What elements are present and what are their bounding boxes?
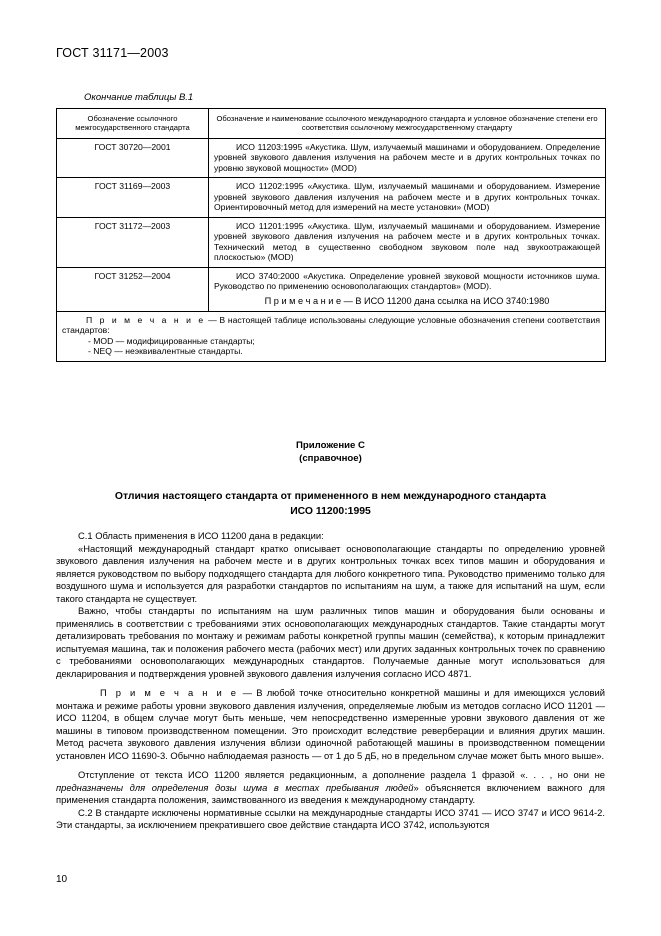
page-number: 10: [56, 874, 68, 885]
paragraph-c2: С.2 В стандарте исключены нормативные ссылки на международные стандарты ИСО 3741 — ИСО 3747 и ИСО 9614-2. Эти стандарты, за исключением прекратившего свое действие стандарта ИСО 3742, используются: [56, 806, 605, 830]
page-header: ГОСТ 31171—2003: [56, 46, 169, 60]
table-cell-standard: ГОСТ 31252—2004: [57, 267, 209, 311]
table-header-description: Обозначение и наименование ссылочного международного стандарта и условное обозначение степени его соответствия ссылочному межгосударственному стандарту: [209, 109, 606, 139]
deviation-part1: Отступление от текста ИСО 11200 является редакционным, а дополнение раздела 1 фразой «. . . , но они не: [78, 769, 605, 780]
deviation-italic: предназначены для определения дозы шума в местах пребывания людей: [56, 781, 414, 793]
table-cell-description: ИСО 3740:2000 «Акустика. Определение уровней звуковой мощности источников шума. Руководство по применению основополагающих стандартов» (MOD). П р и м е ч а н и е — В ИСО 11200 дана ссылка на ИСО 3740:1980: [209, 267, 606, 311]
deviation-part2: » объясняется включением важного для применения стандарта положения, заимствованного из введения к международному стандарту.: [56, 781, 605, 805]
appendix-label: Приложение С: [296, 440, 365, 451]
note-lead: П р и м е ч а н и е: [100, 687, 239, 698]
paragraph-c1: С.1 Область применения в ИСО 11200 дана в редакции:: [78, 530, 324, 541]
table-row: [57, 217, 606, 267]
table-cell-standard: ГОСТ 30720—2001: [57, 138, 209, 177]
paragraph-quote-intro: «Настоящий международный стандарт кратко описывает основополагающие стандарты по определению уровней звукового давления излучения на рабочем месте и в других контрольных точках всех типов машин и оборудования и является руководством по выбору подходящего стандарта для любого конкретного типа. Руководство применимо только для воздушного шума и используется для разработки стандартов по испытаниям на шум, а также для испытаний на шум, если такого стандарта не существует.: [56, 542, 605, 604]
reference-standards-table: [56, 108, 606, 362]
table-cell-standard: ГОСТ 31169—2003: [57, 178, 209, 217]
appendix-title: [56, 489, 605, 519]
table-row: [57, 178, 606, 217]
table-header-row: [57, 109, 606, 139]
appendix-title-line1: Отличия настоящего стандарта от примененного в нем международного стандарта: [114, 491, 547, 502]
table-cell-standard: ГОСТ 31172—2003: [57, 217, 209, 267]
table-cell-description: ИСО 11201:1995 «Акустика. Шум, излучаемый машинами и оборудованием. Измерение уровней звукового давления излучения на рабочем месте и в других контрольных точках. Технический метод в существенно свободном звуковом поле над звукоотражающей плоскостью» (MOD): [209, 217, 606, 267]
paragraph-importance: Важно, чтобы стандарты по испытаниям на шум различных типов машин и оборудования были основаны и применялись в соответствии с требованиями этих основополагающих международных стандартов. Такие стандарты могут детализировать требования по монтажу и режимам работы конкретной группы машин (семейства), к которым принадлежит испытуемая машина, так и положения рабочего места (рабочих мест) или других заданных контрольных точек по сравнению с требованиями основополагающих международных стандартов. Получаемые данные могут использоваться для декларирования и подтверждения уровней звукового давления излучения согласно ИСО 4871.: [56, 605, 605, 679]
appendix-title-line2: ИСО 11200:1995: [290, 506, 371, 518]
note-body: — В любой точке относительно конкретной машины и для имеющихся условий монтажа и режиме работы уровни звукового давления излучения, определяемые любым из методов согласно ИСО 11201 — ИСО 11204, в общем случае могут быть меньше, чем непосредственно измеренные уровни звукового давления от же машины в типовом производственном помещении. Это происходит вследствие реверберации и влияния других машин. Метод расчета звукового давления излучения вблизи одиночной работающей машины в производственном помещении установлен ИСО 11690-3. Обычно наблюдаемая разность — от 1 до 5 дБ, но в предельном случае может быть много выше».: [56, 687, 605, 761]
paragraph-note: [56, 687, 605, 762]
table-row: [57, 267, 606, 311]
paragraph-deviation: [56, 769, 605, 807]
table-cell-inner-note: П р и м е ч а н и е — В ИСО 11200 дана ссылка на ИСО 3740:1980: [264, 295, 550, 306]
table-cell-description: ИСО 11203:1995 «Акустика. Шум, излучаемый машинами и оборудованием. Определение уровней звукового давления излучения на рабочем месте и в других контрольных точках по уровню звуковой мощности» (MOD): [209, 138, 606, 177]
table-row: [57, 138, 606, 177]
appendix-body: [56, 530, 605, 832]
table-header-standard: Обозначение ссылочного межгосударственного стандарта: [57, 109, 209, 139]
note-lead: П р и м е ч а н и е: [86, 315, 206, 325]
table-caption: Окончание таблицы В.1: [84, 92, 194, 103]
table-cell-description: ИСО 11202:1995 «Акустика. Шум, излучаемый машинами и оборудованием. Измерение уровней звукового давления излучения на рабочем месте и в других контрольных точках. Ориентировочный метод для измерений на месте установки» (MOD): [209, 178, 606, 217]
table-footer-note-row: [57, 312, 606, 362]
table-footer-note: [57, 312, 606, 362]
appendix-type: (справочное): [299, 452, 362, 464]
note-item: - NEQ — неэквивалентные стандарты.: [88, 346, 243, 357]
appendix-heading: [0, 440, 661, 466]
note-text: — В настоящей таблице использованы следующие условные обозначения степени соответствия стандартов:: [62, 315, 600, 336]
note-item: - MOD — модифицированные стандарты;: [88, 335, 255, 346]
